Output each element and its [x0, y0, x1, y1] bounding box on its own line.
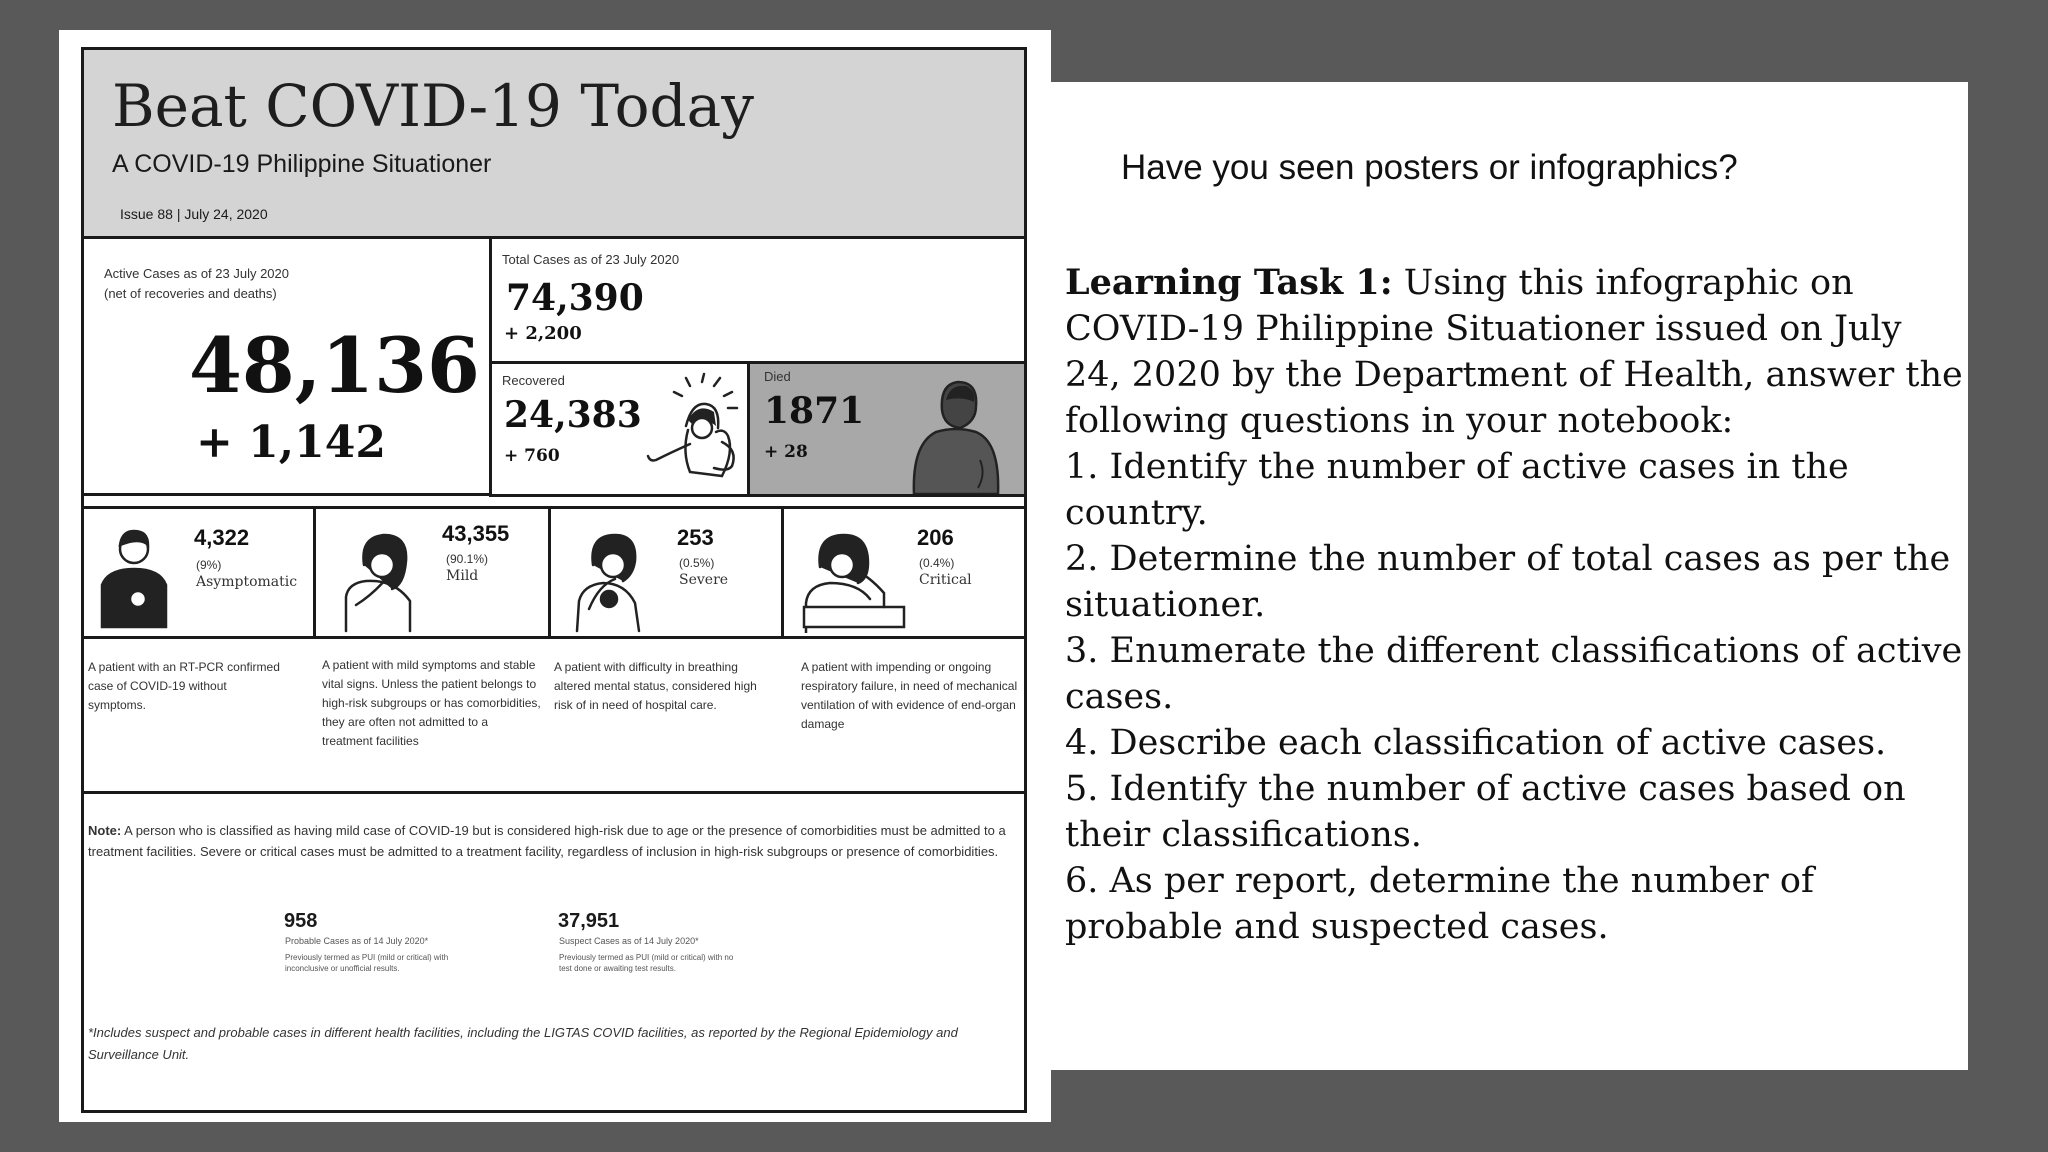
severe-value: 253 — [677, 525, 714, 550]
poster-header — [84, 50, 1024, 239]
total-cases-panel — [489, 236, 1024, 364]
recovered-figure-icon — [642, 372, 748, 490]
total-cases-value: 74,390 — [506, 277, 644, 319]
active-label-1: Active Cases as of 23 July 2020 — [104, 266, 289, 281]
mild-pct: (90.1%) — [446, 552, 489, 566]
suspect-note: Previously termed as PUI (mild or critical) with no test done or awaiting test results. — [559, 953, 734, 973]
total-cases-delta: + 2,200 — [504, 323, 582, 344]
probable-note: Previously termed as PUI (mild or critical) with inconclusive or unofficial results. — [285, 953, 449, 973]
severe-figure-icon — [569, 525, 659, 633]
active-cases-delta: + 1,142 — [196, 417, 386, 468]
task-label: Learning Task 1: — [1065, 262, 1393, 303]
task-item: 1. Identify the number of active cases in the country. — [1065, 447, 1849, 533]
class-cell-severe — [548, 506, 784, 639]
died-value: 1871 — [764, 390, 865, 432]
recovered-label: Recovered — [502, 373, 565, 388]
died-delta: + 28 — [764, 442, 808, 462]
slide-question: Have you seen posters or infographics? — [1121, 148, 1738, 187]
note-body: A person who is classified as having mild case of COVID-19 but is considered high-risk due to age or the presence of comorbidities must be admitted to a treatment facilities. Severe or critical cases must be admitted to a treatment facility, regardless of inclusion in high-risk subgroups or presence of comorbidities. — [88, 823, 1006, 859]
learning-task — [1065, 260, 1965, 950]
asymptomatic-description: A patient with an RT-PCR confirmed case of COVID-19 without symptoms. — [88, 660, 280, 712]
total-label: Total Cases as of 23 July 2020 — [502, 252, 680, 267]
poster-footnote: *Includes suspect and probable cases in different health facilities, including the LIGTAS COVID facilities, as reported by the Regional Epidemiology and Surveillance Unit. — [88, 1025, 958, 1062]
mild-name: Mild — [446, 568, 479, 584]
critical-name: Critical — [919, 572, 972, 588]
poster-title: Beat COVID-19 Today — [112, 72, 754, 140]
active-label-2: (net of recoveries and deaths) — [104, 286, 277, 301]
slide-text-box — [1051, 82, 1968, 1070]
task-intro-text: Using this infographic on COVID-19 Philippine Situationer issued on July 24, 2020 by the Department of Health, answer the following questions in your notebook: — [1065, 263, 1963, 441]
severe-name: Severe — [679, 572, 729, 588]
died-figure-icon — [906, 370, 1006, 494]
probable-value: 958 — [284, 910, 318, 932]
mild-value: 43,355 — [442, 521, 510, 546]
probable-label: Probable Cases as of 14 July 2020* — [285, 936, 429, 946]
recovered-delta: + 760 — [504, 446, 560, 466]
severe-pct: (0.5%) — [679, 556, 715, 570]
recovered-value: 24,383 — [504, 394, 642, 436]
active-cases-panel — [84, 236, 492, 496]
active-cases-value: 48,136 — [189, 321, 480, 410]
died-panel — [747, 361, 1024, 497]
asymptomatic-value: 4,322 — [194, 525, 250, 550]
asymptomatic-name: Asymptomatic — [196, 574, 298, 590]
task-item: 4. Describe each classification of active cases. — [1065, 723, 1887, 763]
died-label: Died — [764, 369, 791, 384]
task-item: 3. Enumerate the different classifications of active cases. — [1065, 631, 1963, 717]
suspect-label: Suspect Cases as of 14 July 2020* — [559, 936, 699, 946]
asymptomatic-pct: (9%) — [196, 558, 222, 572]
note-label: Note: — [88, 823, 122, 838]
task-intro — [1065, 260, 1965, 444]
asymptomatic-figure-icon — [94, 523, 174, 635]
task-item: 2. Determine the number of total cases as per the situationer. — [1065, 539, 1951, 625]
poster-subtitle: A COVID-19 Philippine Situationer — [112, 150, 492, 178]
mild-figure-icon — [336, 527, 432, 633]
task-item: 5. Identify the number of active cases based on their classifications. — [1065, 769, 1906, 855]
task-item: 6. As per report, determine the number of probable and suspected cases. — [1065, 861, 1814, 947]
recovered-panel — [489, 361, 750, 497]
note-divider — [84, 791, 1024, 794]
critical-pct: (0.4%) — [919, 556, 955, 570]
poster-issue: Issue 88 | July 24, 2020 — [120, 206, 268, 222]
mild-description: A patient with mild symptoms and stable vital signs. Unless the patient belongs to high-risk subgroups or has comorbidities, they are often not admitted to a treatment facilities — [322, 658, 541, 748]
critical-value: 206 — [917, 525, 954, 550]
critical-description: A patient with impending or ongoing respiratory failure, in need of mechanical ventilation of with evidence of end-organ damage — [801, 660, 1018, 731]
class-cell-asymptomatic — [84, 506, 316, 639]
critical-figure-icon — [798, 523, 908, 633]
infographic-poster — [81, 47, 1027, 1113]
class-cell-critical — [781, 506, 1024, 639]
note-text — [88, 820, 1008, 862]
class-cell-mild — [313, 506, 551, 639]
severe-description: A patient with difficulty in breathing altered mental status, considered high risk of in need of hospital care. — [554, 660, 757, 712]
suspect-value: 37,951 — [558, 910, 620, 932]
